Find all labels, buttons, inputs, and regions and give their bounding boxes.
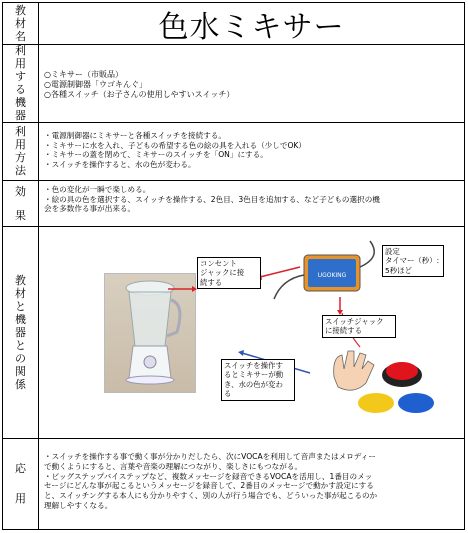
application-line: セージにどんな事が起こるというメッセージを録音して、2番目のメッセージで動かす設定にする — [44, 481, 374, 491]
label-char: 用 — [15, 492, 26, 505]
equipment-list — [44, 70, 234, 100]
label-method — [3, 123, 39, 180]
label-char: 効 — [15, 184, 26, 198]
device-arrow — [260, 267, 300, 277]
label-char: 関 — [15, 364, 26, 378]
effect-text — [44, 185, 380, 214]
device-label: UGOKING — [317, 272, 347, 279]
label-char: と — [15, 338, 26, 352]
row-title — [3, 3, 464, 45]
method-steps — [44, 131, 306, 169]
label-char: 名 — [15, 29, 26, 43]
row-method — [3, 123, 464, 181]
callout-outlet: コンセント ジャックに接 続する — [197, 257, 261, 289]
effect-line: 会を多数作る事が出来る。 — [44, 204, 136, 214]
application-line: ・ビッグステップバイステップなど、複数メッセージを録音できるVOCAを活用し、1番目のメッ — [44, 471, 373, 481]
label-char: 用 — [15, 57, 26, 70]
equipment-item: ○各種スイッチ（お子さんの使用しやすいスイッチ） — [44, 90, 235, 99]
application-line: ・スイッチを操作する事で動く事が分かりだしたら、次にVOCAを利用して音声またはメロディー — [44, 452, 376, 461]
row-application — [3, 439, 464, 529]
method-step: ・ミキサーに水を入れ、子どもの希望する色の絵の具を入れる（少しでOK） — [44, 140, 307, 150]
label-char: 機 — [15, 96, 26, 109]
method-step: ・ミキサーの蓋を閉めて、ミキサーのスイッチを「ON」にする。 — [44, 150, 268, 160]
equipment-item: ○電源制御器「ウゴキんぐ」 — [44, 80, 147, 89]
label-equipment — [3, 45, 39, 122]
switch-yellow — [358, 393, 394, 413]
effect-line: ・色の変化が一瞬で楽しめる。 — [44, 185, 151, 194]
hand-icon — [334, 351, 374, 390]
label-title — [3, 3, 39, 44]
row-equipment — [3, 45, 464, 123]
switch-blue — [398, 393, 434, 413]
label-relation — [3, 227, 39, 438]
label-char: と — [15, 299, 26, 313]
label-char: 利 — [15, 44, 26, 57]
switch-red — [382, 362, 422, 387]
label-char: の — [15, 351, 26, 365]
method-step: ・電源制御器にミキサーと各種スイッチを接続する。 — [44, 131, 226, 140]
effect-line: ・絵の具の色を選択する、スイッチを操作する、2色目、3色目を追加する、など子どもの選択の機 — [44, 194, 380, 204]
label-char: 果 — [15, 208, 26, 222]
label-char: 応 — [15, 462, 26, 475]
label-application — [3, 439, 39, 529]
label-char: 利 — [15, 125, 26, 138]
label-char: 機 — [15, 312, 26, 326]
application-line: 理解しやすくなる。 — [44, 500, 113, 510]
label-char: 材 — [15, 16, 26, 30]
material-title: 色水ミキサー — [158, 9, 345, 45]
label-char: す — [15, 70, 26, 83]
label-char: 材 — [15, 286, 26, 300]
label-char: 教 — [15, 3, 26, 17]
relation-diagram — [42, 227, 461, 438]
label-char: 用 — [15, 138, 26, 151]
label-char: る — [15, 83, 26, 96]
label-char: 法 — [15, 164, 26, 177]
callout-setting: 設定 タイマー（秒）: 5秒ほど — [382, 245, 444, 277]
row-relation — [3, 227, 464, 439]
callout-mixer-action: スイッチを操作す るとミキサーが動 き、水の色が変わ る — [221, 359, 295, 401]
label-char: 器 — [15, 109, 26, 122]
label-char: 教 — [15, 273, 26, 287]
method-step: ・スイッチを操作すると、水の色が変わる。 — [44, 159, 196, 169]
row-effect — [3, 181, 464, 227]
label-char: 係 — [15, 377, 26, 391]
application-line: と、スイッチングする本人にも分かりやすく、別の人が行う場合でも、どういった事が起こるのか — [44, 491, 378, 501]
label-effect — [3, 181, 39, 226]
label-char: 器 — [15, 325, 26, 339]
worksheet-table — [2, 2, 465, 530]
label-char: 方 — [15, 151, 26, 164]
application-text — [44, 452, 377, 511]
callout-switch-jack: スイッチジャック に接続する — [322, 315, 396, 338]
equipment-item: ○ミキサー（市販品） — [44, 70, 123, 79]
application-line: で動くようにすると、言葉や音楽の理解につながり、楽しさにもつながる。 — [44, 461, 303, 471]
